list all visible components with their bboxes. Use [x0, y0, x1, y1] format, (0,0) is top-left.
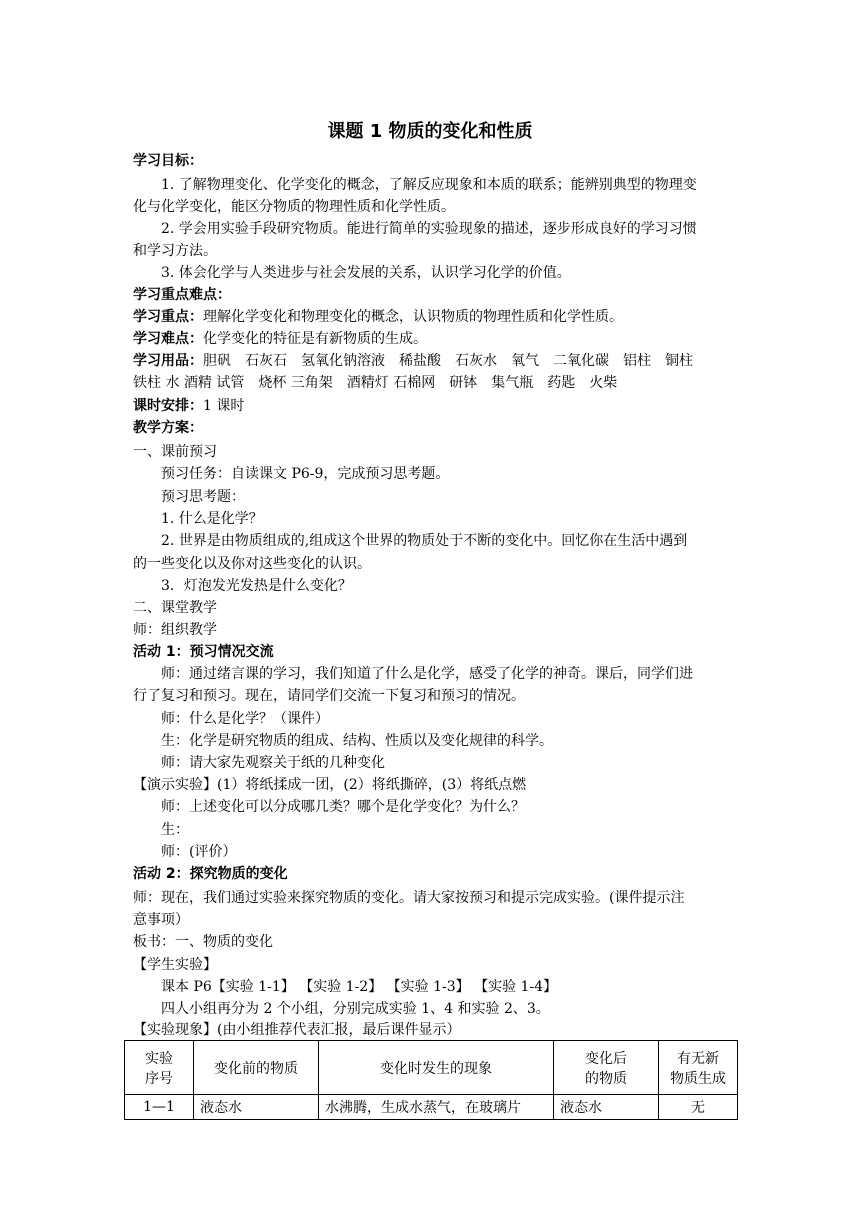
experiment-list: 课本 P6【实验 1-1】 【实验 1-2】 【实验 1-3】 【实验 1-4】 [161, 979, 558, 995]
key-point-text: 理解化学变化和物理变化的概念，认识物质的物理性质和化学性质。 [203, 309, 623, 325]
plan-heading: 教学方案： [133, 420, 203, 436]
materials-text-1: 胆矾 石灰石 氢氧化钠溶液 稀盐酸 石灰水 氧气 二氧化碳 铝柱 铜柱 [203, 353, 693, 369]
header-cell: 实验 序号 [125, 1041, 194, 1095]
activity-1-student: 生： [161, 822, 189, 838]
key-point-label: 学习重点： [133, 309, 203, 325]
activity-1-heading: 活动 1：预习情况交流 [133, 644, 274, 660]
demo-experiment: 【演示实验】(1）将纸揉成一团，(2）将纸撕碎，(3）将纸点燃 [133, 777, 527, 793]
experiment-table [124, 1040, 738, 1120]
schedule [133, 396, 743, 416]
goal-1-line-2: 化与化学变化，能区分物质的物理性质和化学性质。 [133, 199, 455, 215]
table-cell: 水沸腾，生成水蒸气，在玻璃片 [319, 1095, 554, 1120]
materials-label: 学习用品： [133, 353, 203, 369]
activity-2-para-line-2: 意事项） [133, 912, 189, 928]
table-cell: 无 [659, 1095, 738, 1120]
preview-questions-label: 预习思考题： [161, 489, 245, 505]
activity-1-teacher-classify: 师：上述变化可以分成哪几类？哪个是化学变化？为什么？ [161, 799, 525, 815]
classroom-heading: 二、课堂教学 [133, 600, 217, 616]
student-experiment-heading: 【学生实验】 [133, 957, 217, 973]
schedule-label: 课时安排： [133, 398, 203, 414]
goal-3: 3. 体会化学与人类进步与社会发展的关系，认识学习化学的价值。 [161, 265, 571, 281]
schedule-text: 1 课时 [203, 398, 245, 414]
activity-2-heading: 活动 2：探究物质的变化 [133, 866, 288, 882]
preview-heading: 一、课前预习 [133, 444, 217, 460]
materials-text-2: 铁柱 水 酒精 试管 烧杯 三角架 酒精灯 石棉网 研钵 集气瓶 药匙 火柴 [133, 375, 618, 391]
goal-2-line-1: 2. 学会用实验手段研究物质。能进行简单的实验现象的描述，逐步形成良好的学习习惯 [161, 221, 697, 237]
table-cell: 液态水 [194, 1095, 319, 1120]
activity-1-teacher-evaluate: 师：(评价） [161, 844, 237, 860]
key-points-heading: 学习重点难点： [133, 287, 231, 303]
preview-task: 预习任务：自读课文 P6-9，完成预习思考题。 [161, 466, 450, 482]
activity-1-para-line-2: 行了复习和预习。现在，请同学们交流一下复习和预习的情况。 [133, 688, 525, 704]
question-2-line-2: 的一些变化以及你对这些变化的认识。 [133, 556, 371, 572]
goal-1-line-1: 1. 了解物理变化、化学变化的概念，了解反应现象和本质的联系；能辨别典型的物理变 [161, 177, 697, 193]
difficulty [133, 329, 743, 349]
activity-1-student-answer: 生：化学是研究物质的组成、结构、性质以及变化规律的科学。 [161, 733, 553, 749]
phenomena-heading: 【实验现象】(由小组推荐代表汇报，最后课件显示） [133, 1022, 461, 1038]
goal-2-line-2: 和学习方法。 [133, 243, 217, 259]
materials [133, 351, 743, 371]
table-row [125, 1095, 738, 1120]
document-title: 课题 1 物质的变化和性质 [327, 121, 533, 142]
group-instructions: 四人小组再分为 2 个小组，分别完成实验 1、4 和实验 2、3。 [161, 1001, 550, 1017]
board-note: 板书：一、物质的变化 [133, 934, 273, 950]
header-cell: 变化时发生的现象 [319, 1041, 554, 1095]
activity-1-teacher-question: 师：什么是化学？（课件） [161, 711, 329, 727]
activity-2-para-line-1: 师：现在，我们通过实验来探究物质的变化。请大家按预习和提示完成实验。(课件提示注 [133, 890, 685, 906]
difficulty-text: 化学变化的特征是有新物质的生成。 [203, 331, 427, 347]
table-cell: 1—1 [125, 1095, 194, 1120]
question-3: 3．灯泡发光发热是什么变化？ [161, 578, 352, 594]
header-cell: 变化后 的物质 [554, 1041, 659, 1095]
activity-1-teacher-observe: 师：请大家先观察关于纸的几种变化 [161, 755, 385, 771]
table-header-row [125, 1041, 738, 1095]
key-point [133, 307, 743, 327]
teacher-organize: 师：组织教学 [133, 622, 217, 638]
header-cell: 有无新 物质生成 [659, 1041, 738, 1095]
question-2-line-1: 2. 世界是由物质组成的,组成这个世界的物质处于不断的变化中。回忆你在生活中遇到 [161, 533, 688, 549]
question-1: 1. 什么是化学？ [161, 511, 263, 527]
activity-1-para-line-1: 师：通过绪言课的学习，我们知道了什么是化学，感受了化学的神奇。课后，同学们进 [161, 666, 693, 682]
difficulty-label: 学习难点： [133, 331, 203, 347]
goals-heading: 学习目标： [133, 153, 203, 169]
table-cell: 液态水 [554, 1095, 659, 1120]
header-cell: 变化前的物质 [194, 1041, 319, 1095]
